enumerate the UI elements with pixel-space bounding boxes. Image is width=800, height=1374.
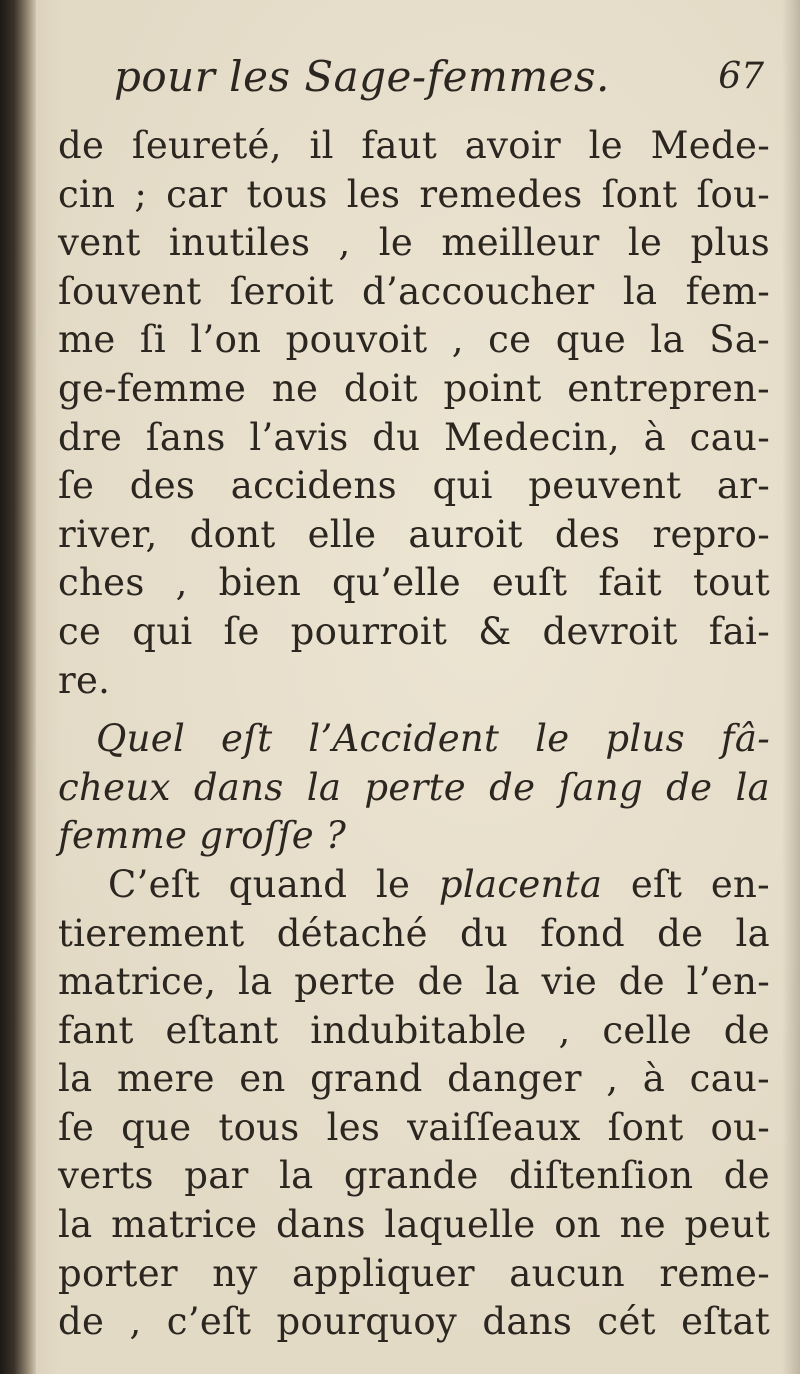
text-line: dre ſans l’avis du Medecin, à cau-: [58, 415, 770, 459]
page-header: [58, 52, 770, 122]
text-line: ches , bien qu’elle euſt fait tout: [58, 561, 770, 605]
answer-text: C’eſt quand le: [108, 862, 439, 906]
question-line: femme groſſe ?: [58, 814, 347, 858]
placenta-term: placenta: [438, 862, 603, 906]
text-line: porter ny appliquer aucun reme-: [58, 1251, 770, 1295]
text-line: vent inutiles , le meilleur le plus: [58, 221, 770, 265]
question-line: cheux dans la perte de ſang de la: [58, 765, 770, 809]
text-line: tierement détaché du fond de la: [58, 911, 770, 955]
text-block: [58, 52, 770, 1347]
text-line: la matrice dans laquelle on ne peut: [58, 1203, 770, 1247]
text-line: la mere en grand danger , à cau-: [58, 1057, 770, 1101]
question-line: Quel eſt l’Accident le plus fâ-: [96, 717, 770, 761]
text-line: ſe que tous les vaiſſeaux ſont ou-: [58, 1105, 770, 1149]
page-edge: [782, 0, 800, 1374]
paragraph-continued: [58, 122, 770, 705]
text-line: matrice, la perte de la vie de l’en-: [58, 960, 770, 1004]
text-line: river, dont elle auroit des repro-: [58, 512, 770, 556]
question-heading: [58, 715, 770, 861]
text-line: de , c’eſt pourquoy dans cét eſtat: [58, 1300, 770, 1344]
book-gutter: [0, 0, 36, 1374]
text-line: fant eſtant indubitable , celle de: [58, 1008, 770, 1052]
text-line: cin ; car tous les remedes ſont ſou-: [58, 172, 770, 216]
answer-paragraph: [58, 861, 770, 1347]
text-line: ſouvent ſeroit d’accoucher la fem-: [58, 269, 770, 313]
text-line: de ſeureté, il faut avoir le Mede-: [58, 124, 770, 167]
answer-text: eſt en-: [602, 862, 770, 906]
answer-first-line: [58, 861, 770, 910]
text-line: re.: [58, 658, 111, 702]
text-line: ge-femme ne doit point entrepren-: [58, 366, 770, 410]
text-line: me ſi l’on pouvoit , ce que la Sa-: [58, 318, 770, 362]
text-line: ce qui ſe pourroit & devroit fai-: [58, 609, 770, 653]
running-title: pour les Sage-femmes.: [114, 52, 610, 101]
text-line: ſe des accidens qui peuvent ar-: [58, 464, 770, 508]
page-number: 67: [718, 56, 764, 97]
text-line: verts par la grande diſtenſion de: [58, 1154, 770, 1198]
